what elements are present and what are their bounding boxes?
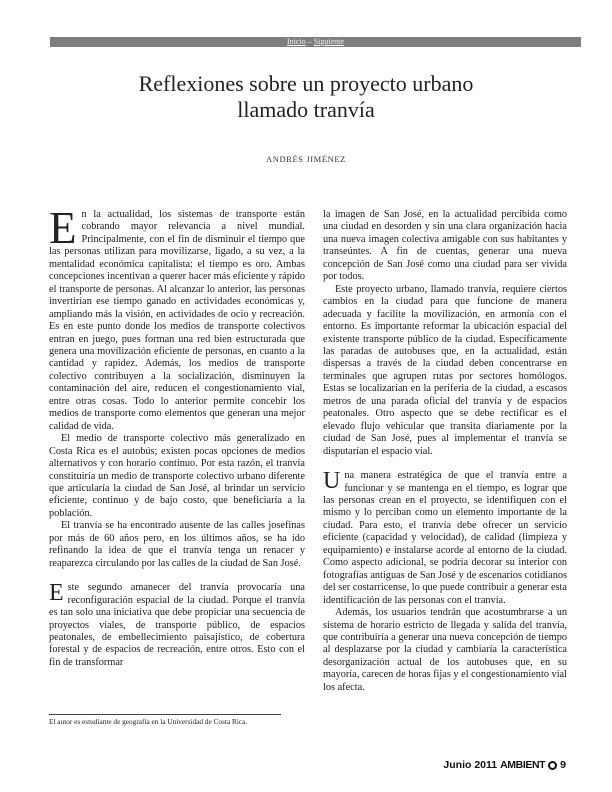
paragraph-text: n la actualidad, los sistemas de transporte están cobrando mayor relevancia a nivel mundial. Principalmente, con el fin de disminuir el tiempo que las personas utilizan para movilizarse, ligado, a su vez, a la mentalidad económica capitalista: el tiempo es oro. Ambas concepciones incentivan a querer hacer más eficiente y rápido el transporte de personas. Al alcanzar lo anterior, las personas invertirían ese tiempo ganado en actividades económicas y, ampliando más la visión, en actividades de ocio y recreación. Es en este punto donde los medios de transporte colectivos entran en juego, pues forman una red bien estructurada que genera una movilización eficiente de personas, en cuanto a la cantidad y rapidez. Además, los medios de transporte colectivo contribuyen a la socialización, disminuyen la contaminación del aire, reducen el congestionamiento vial, entre otras cosas. Todo lo anterior permite concebir los medios de transporte como elementos que generan una mejor calidad de vida. bbox=[49, 209, 305, 432]
nav-separator: – bbox=[307, 37, 312, 46]
drop-cap: E bbox=[49, 580, 64, 607]
footer-date: Junio 2011 bbox=[443, 759, 498, 771]
article-title bbox=[100, 71, 512, 123]
page-footer bbox=[443, 759, 566, 771]
footnote-rule bbox=[49, 714, 281, 715]
left-column bbox=[49, 203, 305, 669]
drop-cap: E bbox=[49, 203, 77, 253]
paragraph-text: na manera estratégica de que el tranvía entre a funcionar y se mantenga en el tiempo, es lograr que las personas crean en el proyecto, se identifiquen con el mismo y lo perciban como un elemento importante de la ciudad. Para esto, el tranvía debe ofrecer un servicio eficiente (capacidad y velocidad), de calidad (limpieza y equipamiento) e instalarse acorde al entorno de la ciudad. Como aspecto adicional, se podría decorar su interior con fotografías antiguas de San José y de escenarios cotidianos del ser costarricense, lo que puede contribuir a generar esta identificación de las personas con el tranvía. bbox=[323, 470, 567, 606]
paragraph: Además, los usuarios tendrán que acostumbrarse a un sistema de horario estricto de llegada y salida del tranvía, que contribuiría a generar una nueva concepción de tiempo al desplazarse por la ciudad y cambiaría la característica desorganización actual de los autobuses que, en su mayoría, carecen de horas fijas y el congestionamiento vial los afecta. bbox=[323, 607, 567, 693]
footnote: El autor es estudiante de geografía en la Universidad de Costa Rica. bbox=[49, 717, 248, 726]
paragraph: la imagen de San José, en la actualidad percibida como una ciudad en desorden y sin una clara organización hacia una nueva imagen colectiva amigable con sus habitantes y transeúntes. A fin de cuentas, generar una nueva concepción de San José como una ciudad para ser vivida por todos. bbox=[323, 209, 567, 283]
paragraph: El tranvía se ha encontrado ausente de las calles josefinas por más de 60 años pero, en los últimos años, se ha ido refinando la idea de que el tranvía tenga un renacer y reaparezca circulando por las calles de la ciudad de San José. bbox=[49, 520, 305, 569]
drop-cap: U bbox=[323, 468, 341, 495]
magazine-logo-ring-icon bbox=[548, 761, 557, 770]
article-title-line1: Reflexiones sobre un proyecto urbano bbox=[138, 71, 474, 96]
paragraph bbox=[323, 470, 567, 607]
magazine-name: AMBIENT bbox=[500, 759, 546, 771]
article-author: ANDRÉS JIMÉNEZ bbox=[266, 154, 346, 164]
top-nav-bar bbox=[50, 37, 581, 47]
paragraph: El medio de transporte colectivo más generalizado en Costa Rica es el autobús; existen pocas opciones de medios alternativos y con horario continuo. Por esta razón, el tranvía constituiría un medio de transporte colectivo urbano diferente que articularía la ciudad de San José, al brindar un servicio eficiente, continuo y de bajo costo, que beneficiaría a la población. bbox=[49, 433, 305, 519]
nav-link-siguiente[interactable]: Siguiente bbox=[313, 37, 344, 46]
paragraph: Este proyecto urbano, llamado tranvía, requiere ciertos cambios en la ciudad para que funcione de manera adecuada y facilite la movilización, en armonía con el entorno. Es importante reformar la ubicación espacial del existente transporte público de la ciudad. Específicamente las paradas de autobuses que, en la actualidad, están dispersas a través de la ciudad deben concentrarse en terminales que agrupen rutas por sectores homólogos. Estas se localizarían en la periferia de la ciudad, a escasos metros de una parada oficial del tranvía y de espacios peatonales. Otro aspecto que se debe rectificar es el elevado flujo vehicular que transita diariamente por la ciudad de San José, pues al implementar el tranvía se disputarían el espacio vial. bbox=[323, 283, 567, 457]
nav-link-inicio[interactable]: Inicio bbox=[287, 37, 306, 46]
paragraph-text: ste segundo amanecer del tranvía provocaría una reconfiguración espacial de la ciudad. Porque el tranvía es tan solo una iniciativa que debe propiciar una secuencia de proyectos viales, de transporte público, de espacios peatonales, de embellecimiento paisajístico, de cobertura forestal y de espacios de recreación, entre otros. Esto con el fin de transformar bbox=[49, 582, 305, 668]
paragraph bbox=[49, 582, 305, 669]
article-title-line2: llamado tranvía bbox=[237, 97, 375, 122]
paragraph bbox=[49, 203, 305, 433]
page-number: 9 bbox=[560, 759, 566, 771]
right-column bbox=[323, 209, 567, 694]
